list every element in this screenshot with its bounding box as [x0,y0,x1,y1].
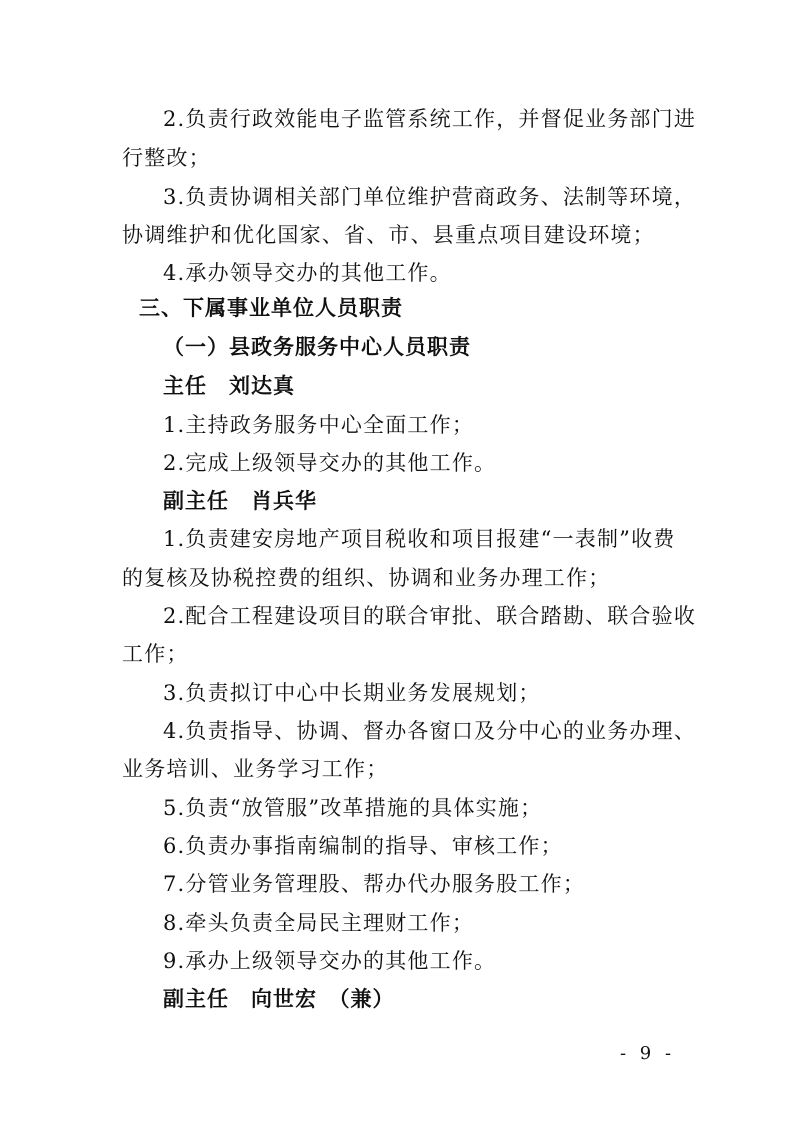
text-line: 2.配合工程建设项目的联合审批、联合踏勘、联合验收 [163,604,697,628]
text-line: 业务培训、业务学习工作； [122,757,389,781]
role-heading: 副主任 肖兵华 [163,489,317,513]
text-line: 3.负责协调相关部门单位维护营商政务、法制等环境， [163,185,697,209]
text-line: 9.承办上级领导交办的其他工作。 [163,949,497,973]
text-line: 7.分管业务管理股、帮办代办服务股工作； [163,872,586,896]
text-line: 行整改； [122,146,211,170]
text-line: 8.牵头负责全局民主理财工作； [163,911,475,935]
role-heading: 副主任 向世宏 （兼） [163,987,395,1011]
text-line: 协调维护和优化国家、省、市、县重点项目建设环境； [122,223,655,247]
section-heading: 三、下属事业单位人员职责 [139,296,403,320]
text-line: 的复核及协税控费的组织、协调和业务办理工作； [122,566,611,590]
role-heading: 主任 刘达真 [163,374,295,398]
text-line: 1.主持政务服务中心全面工作； [163,413,475,437]
text-line: 2.负责行政效能电子监管系统工作，并督促业务部门进 [163,107,697,131]
text-line: 6.负责办事指南编制的指导、审核工作； [163,834,563,858]
text-line: 4.负责指导、协调、督办各窗口及分中心的业务办理、 [163,719,697,743]
page-number: - 9 - [620,1043,676,1064]
text-line: 2.完成上级领导交办的其他工作。 [163,451,497,475]
text-line: 3.负责拟订中心中长期业务发展规划； [163,681,541,705]
subsection-heading: （一）县政务服务中心人员职责 [163,335,471,359]
text-line: 4.承办领导交办的其他工作。 [163,261,452,285]
text-line: 5.负责“放管服”改革措施的具体实施； [163,796,543,820]
text-line: 1.负责建安房地产项目税收和项目报建“一表制”收费 [163,527,676,551]
text-line: 工作； [122,642,189,666]
